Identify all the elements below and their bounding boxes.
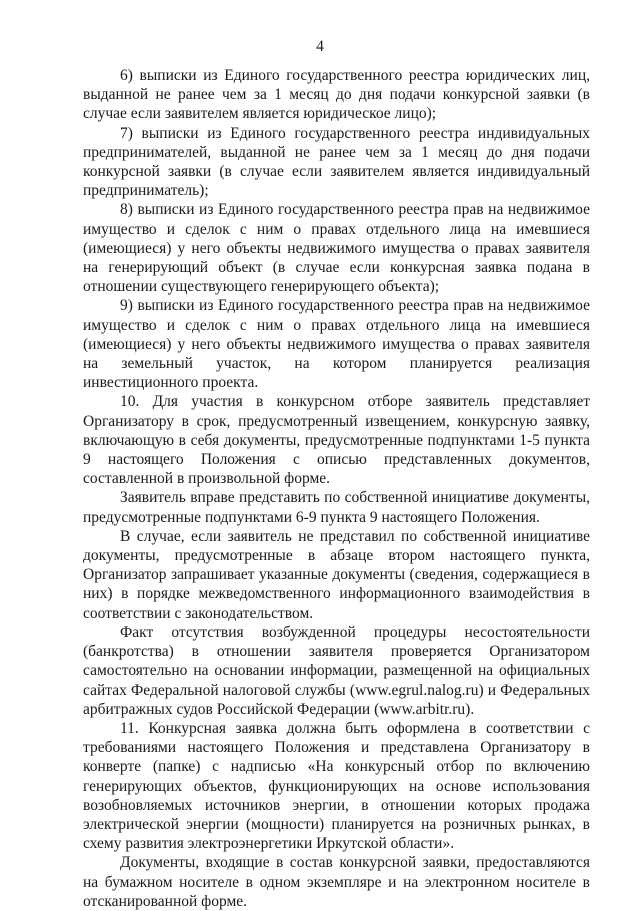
paragraph-item-10-interagency-request: В случае, если заявитель не представил по собственной инициативе документы, предусмотренные в абзаце втором настоящего пункта, Организатор запрашивает указанные документы (сведения, содержащиеся в них) в порядке межведомственного информационного взаимодействия в соответствии с законодательством. [83,527,590,622]
paragraph-item-11-documents-format: Документы, входящие в состав конкурсной заявки, предоставляются на бумажном носителе в одном экземпляре и на электронном носителе в отсканированной форме. [83,854,590,910]
paragraph-item-10-own-initiative: Заявитель вправе представить по собственной инициативе документы, предусмотренные подпунктами 6-9 пункта 9 настоящего Положения. [83,489,590,526]
page-number: 4 [316,38,324,55]
paragraph-item-11: 11. Конкурсная заявка должна быть оформлена в соответствии с требованиями настоящего Положения и представлена Организатору в конверте (папке) с надписью «На конкурсный отбор по включению генерирующих объектов, функционирующих на основе использования возобновляемых источников энергии, в отношении которых продажа электрической энергии (мощности) планируется на розничных рынках, в схему развития электроэнергетики Иркутской области». [83,719,590,853]
document-body [83,66,590,911]
paragraph-item-10-bankruptcy-check: Факт отсутствия возбужденной процедуры несостоятельности (банкротства) в отношении заявителя проверяется Организатором самостоятельно на основании информации, размещенной на официальных сайтах Федеральной налоговой службы (www.egrul.nalog.ru) и Федеральных арбитражных судов Российской Федерации (www.arbitr.ru). [83,623,590,718]
paragraph-subitem-9: 9) выписки из Единого государственного реестра прав на недвижимое имущество и сделок с ним о правах отдельного лица на имевшиеся (имеющиеся) у него объекты недвижимого имущества о правах заявителя на земельный участок, на котором планируется реализация инвестиционного проекта. [83,297,590,392]
paragraph-subitem-7: 7) выписки из Единого государственного реестра индивидуальных предпринимателей, выданной не ранее чем за 1 месяц до дня подачи конкурсной заявки (в случае если заявителем является индивидуальный предприниматель); [83,124,590,200]
paragraph-subitem-6: 6) выписки из Единого государственного реестра юридических лиц, выданной не ранее чем за 1 месяц до дня подачи конкурсной заявки (в случае если заявителем является юридическое лицо); [83,67,590,123]
paragraph-subitem-8: 8) выписки из Единого государственного реестра прав на недвижимое имущество и сделок с ним о правах отдельного лица на имевшиеся (имеющиеся) у него объекты недвижимого имущества о правах заявителя на генерирующий объект (в случае если конкурсная заявка подана в отношении существующего генерирующего объекта); [83,201,590,296]
paragraph-item-10: 10. Для участия в конкурсном отборе заявитель представляет Организатору в срок, предусмотренный извещением, конкурсную заявку, включающую в себя документы, предусмотренные подпунктами 1-5 пункта 9 настоящего Положения с описью представленных документов, составленной в произвольной форме. [83,393,590,488]
